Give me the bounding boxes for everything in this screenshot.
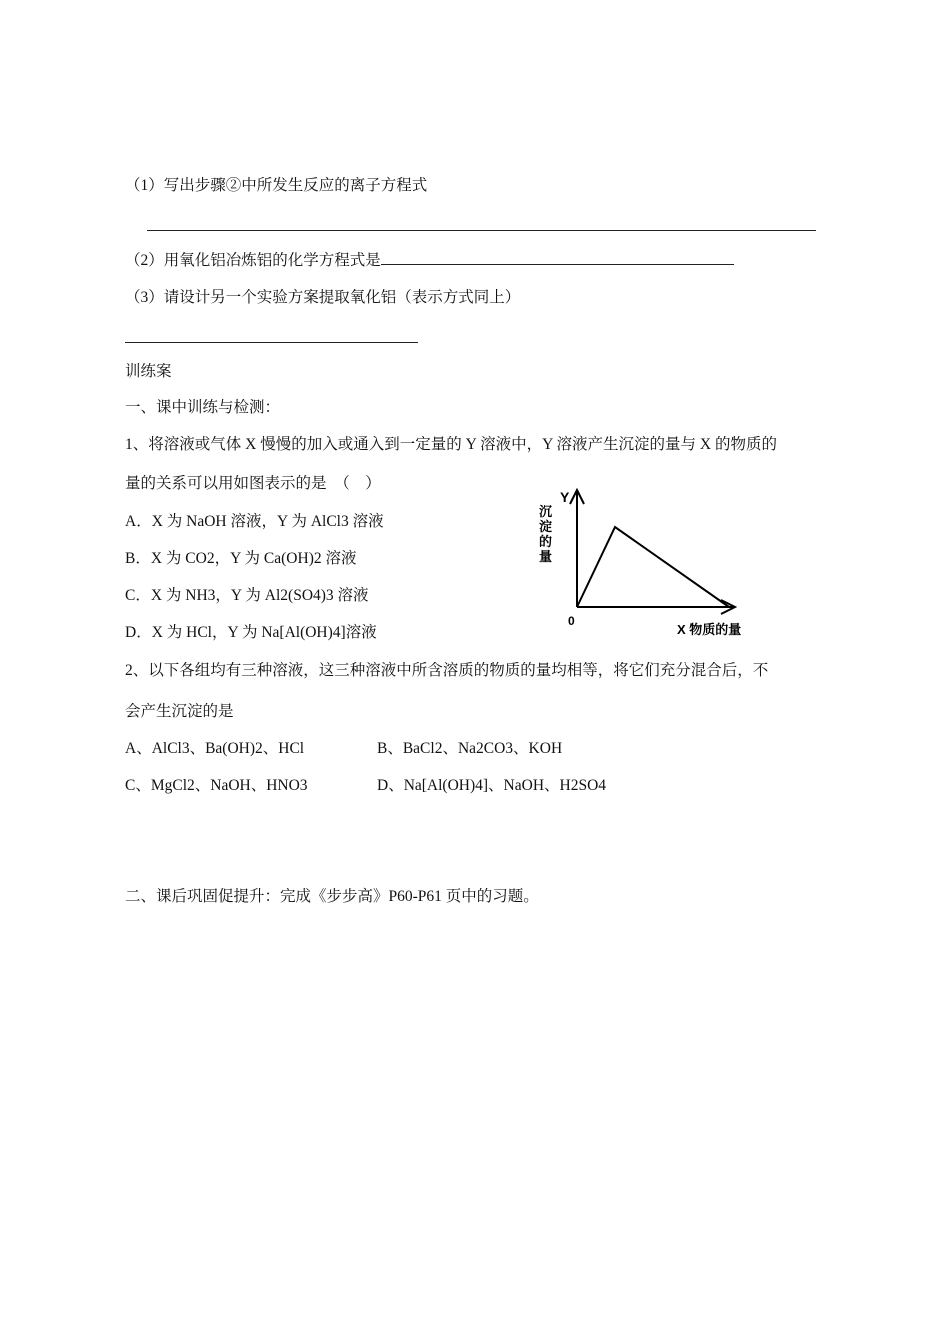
question2-option-c: C、MgCl2、NaOH、HNO3 [125,777,308,794]
question2-stem-line2: 会产生沉淀的是 [125,703,234,720]
answer-line-part1 [147,230,816,231]
y-axis-label: Y [560,489,570,505]
answer-line-part3 [125,342,418,343]
x-axis-label: X 物质的量 [677,622,742,637]
y-axis-title-char: 沉 [539,504,553,519]
question2-row2 [125,776,725,796]
training-title: 训练案 [125,363,172,380]
question1-stem-line2: 量的关系可以用如图表示的是 （ ） [125,475,381,492]
question1-option-c: C．X 为 NH3，Y 为 Al2(SO4)3 溶液 [125,587,369,604]
question1-option-a: A．X 为 NaOH 溶液，Y 为 AlCl3 溶液 [125,513,384,530]
question2-option-a: A、AlCl3、Ba(OH)2、HCl [125,740,305,757]
answer-blank-part2 [381,250,734,265]
question2-option-b: B、BaCl2、Na2CO3、KOH [377,740,563,757]
section1-heading: 一、课中训练与检测： [125,399,281,416]
question-part1-label: （1）写出步骤②中所发生反应的离子方程式 [125,177,428,194]
question1-stem-line1: 1、将溶液或气体 X 慢慢的加入或通入到一定量的 Y 溶液中，Y 溶液产生沉淀的量与 X 的物质的 [125,436,778,453]
question-part2 [125,250,734,271]
question1-option-d: D．X 为 HCl，Y 为 Na[Al(OH)4]溶液 [125,624,377,641]
y-axis-title [539,504,552,564]
precipitate-curve [577,527,729,607]
y-axis-title-char: 量 [539,549,553,564]
question1-option-b: B．X 为 CO2，Y 为 Ca(OH)2 溶液 [125,550,357,567]
question-part3-label: （3）请设计另一个实验方案提取氧化铝（表示方式同上） [125,289,521,306]
question2-option-d: D、Na[Al(OH)4]、NaOH、H2SO4 [377,777,607,794]
precipitate-graph [525,482,765,642]
question2-stem-line1: 2、以下各组均有三种溶液，这三种溶液中所含溶质的物质的量均相等，将它们充分混合后，不 [125,662,769,679]
y-axis-title-char: 的 [539,534,553,549]
section2-heading: 二、课后巩固促提升：完成《步步高》P60-P61 页中的习题。 [125,888,539,905]
question2-row1 [125,739,725,759]
question-part2-label: （2）用氧化铝冶炼铝的化学方程式是 [125,252,381,269]
origin-label: 0 [568,614,575,628]
y-axis-title-char: 淀 [539,519,553,534]
